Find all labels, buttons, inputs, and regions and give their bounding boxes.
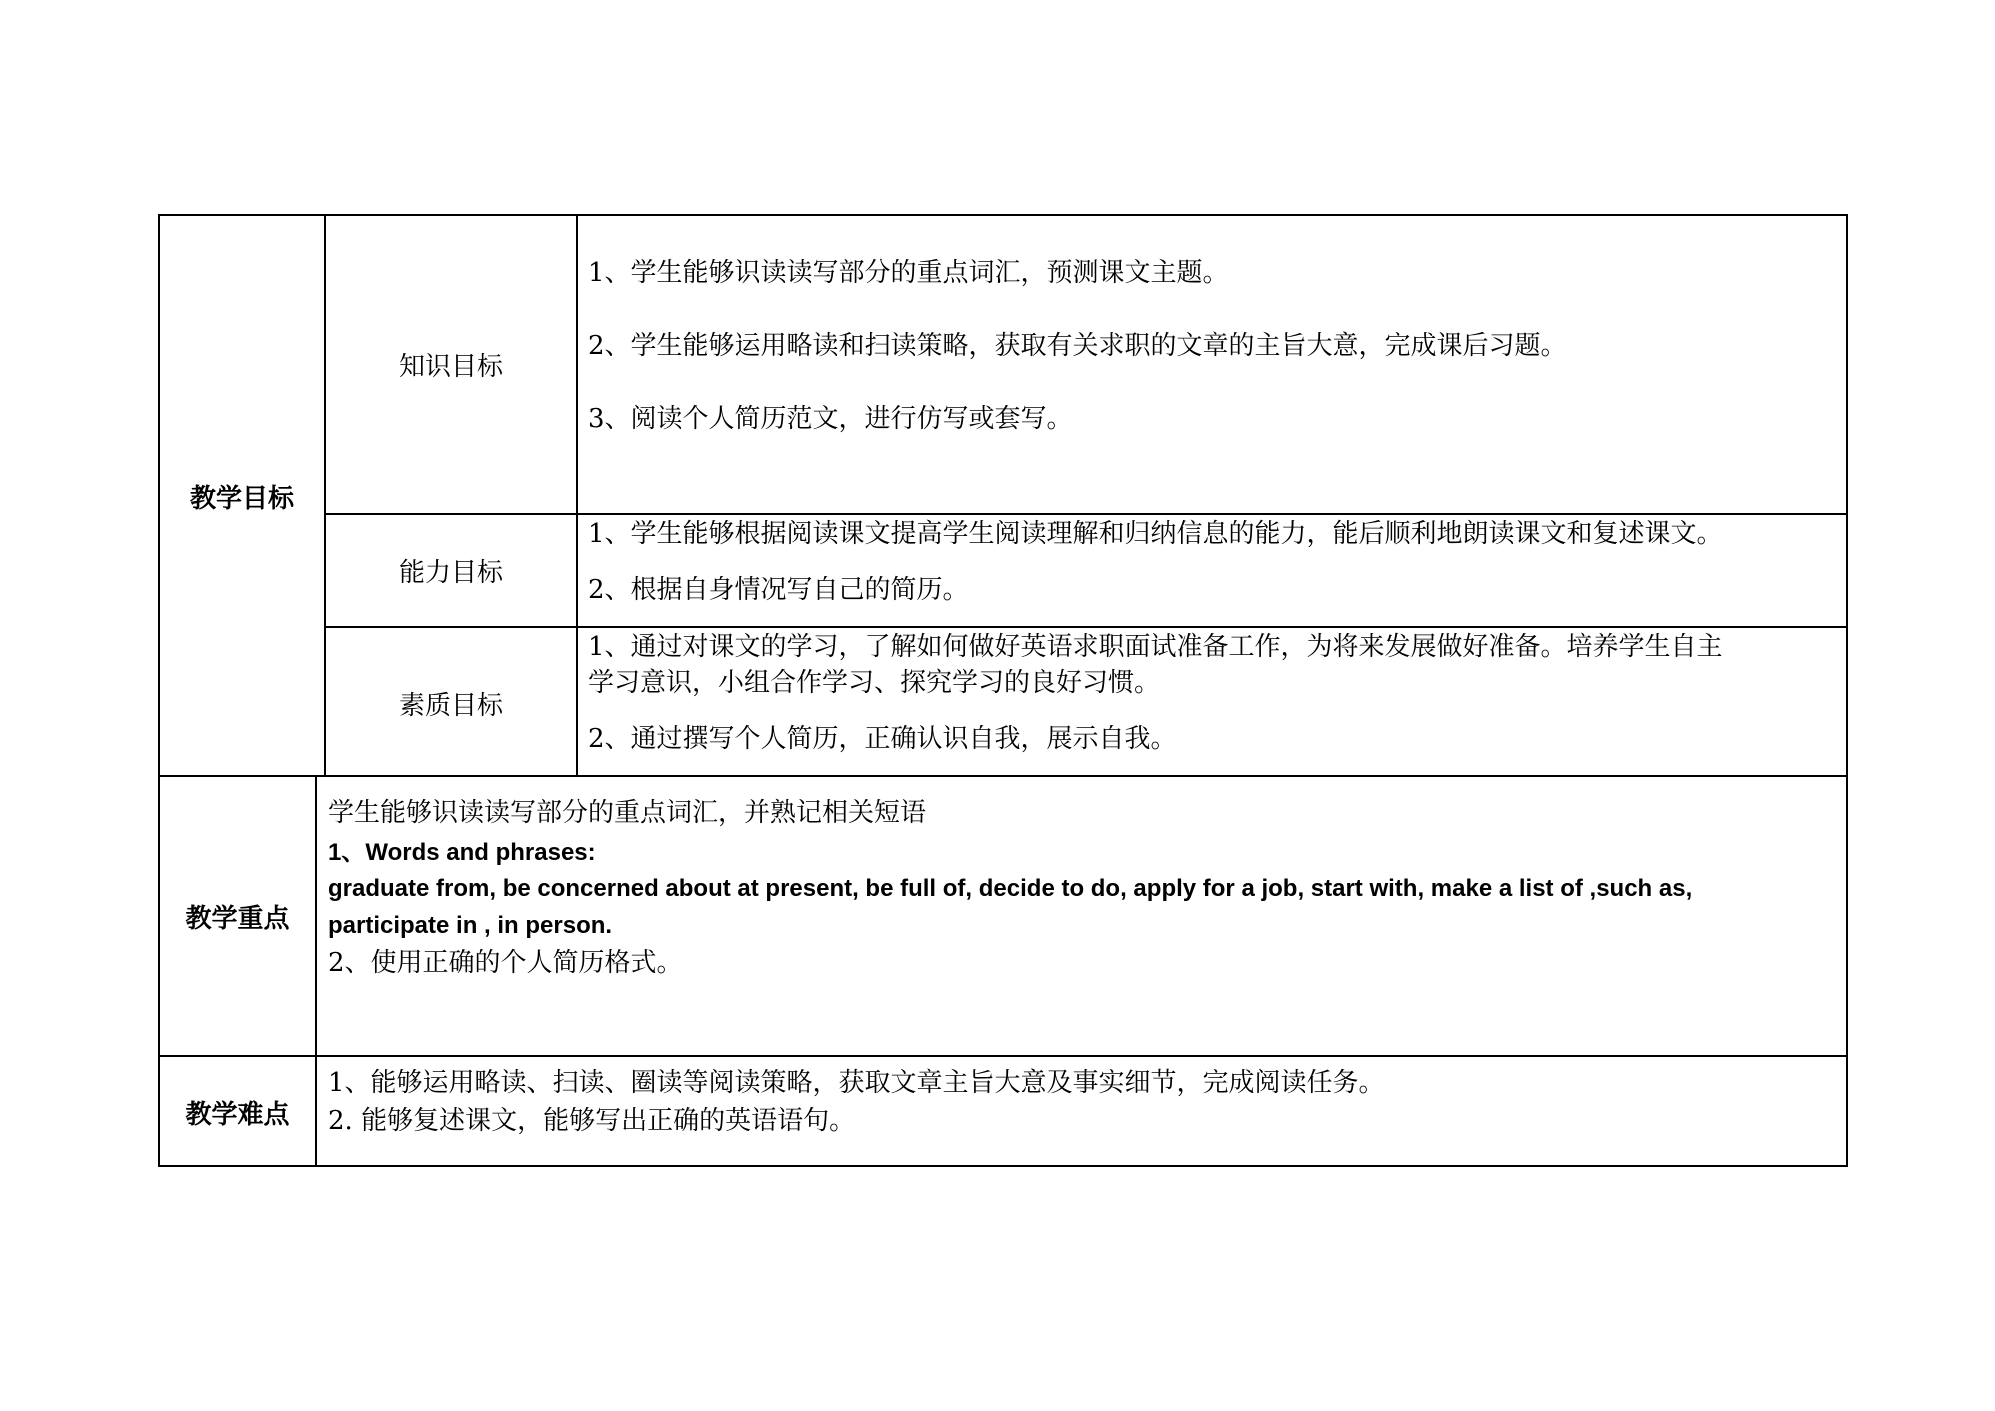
- keypoints-intro: 学生能够识读读写部分的重点词汇，并熟记相关短语: [328, 798, 927, 828]
- table-border-left: [158, 214, 160, 1167]
- table-border-bottom: [158, 1165, 1848, 1167]
- difficulties-item-1: 1、能够运用略读、扫读、圈读等阅读策略，获取文章主旨大意及事实细节，完成阅读任务。: [328, 1068, 1385, 1098]
- keypoints-header: 教学重点: [185, 904, 290, 934]
- keypoints-words-title-text: Words and phrases:: [365, 839, 596, 866]
- knowledge-item-3: 3、阅读个人简历范文，进行仿写或套写。: [588, 404, 1073, 434]
- divider-keypoints-difficulties: [158, 1055, 1848, 1057]
- table-border-right: [1846, 214, 1848, 1167]
- keypoints-item-2: 2、使用正确的个人简历格式。: [328, 948, 683, 978]
- knowledge-label: 知识目标: [398, 352, 503, 382]
- divider-knowledge-ability: [324, 513, 1848, 515]
- divider-objectives-keypoints: [158, 775, 1848, 777]
- keypoints-phrases-line-2: participate in , in person.: [328, 912, 613, 939]
- difficulties-header: 教学难点: [185, 1100, 290, 1130]
- quality-item-1-line-1: 1、通过对课文的学习，了解如何做好英语求职面试准备工作，为将来发展做好准备。培养学生自主: [588, 632, 1723, 662]
- knowledge-item-2: 2、学生能够运用略读和扫读策略，获取有关求职的文章的主旨大意，完成课后习题。: [588, 331, 1567, 361]
- table-border-top: [158, 214, 1848, 216]
- ability-item-1: 1、学生能够根据阅读课文提高学生阅读理解和归纳信息的能力，能后顺利地朗读课文和复述课文。: [588, 519, 1723, 549]
- knowledge-item-1: 1、学生能够识读读写部分的重点词汇，预测课文主题。: [588, 258, 1229, 288]
- divider-col2-objectives: [576, 214, 578, 776]
- quality-item-1-line-2: 学习意识，小组合作学习、探究学习的良好习惯。: [588, 668, 1161, 698]
- quality-label: 素质目标: [398, 691, 503, 721]
- keypoints-phrases-line-1: graduate from, be concerned about at present, be full of, decide to do, apply for a job, start with, make a list of ,such as,: [328, 875, 1693, 902]
- keypoints-words-title: [328, 835, 596, 871]
- ability-label: 能力目标: [398, 558, 503, 588]
- divider-ability-quality: [324, 626, 1848, 628]
- quality-item-2: 2、通过撰写个人简历，正确认识自我，展示自我。: [588, 724, 1177, 754]
- difficulties-item-2: 2. 能够复述课文，能够写出正确的英语语句。: [328, 1106, 856, 1136]
- divider-col1-lower: [315, 775, 317, 1167]
- keypoints-words-title-number: 1、: [328, 839, 366, 866]
- ability-item-2: 2、根据自身情况写自己的简历。: [588, 575, 969, 605]
- objectives-header: 教学目标: [189, 484, 294, 514]
